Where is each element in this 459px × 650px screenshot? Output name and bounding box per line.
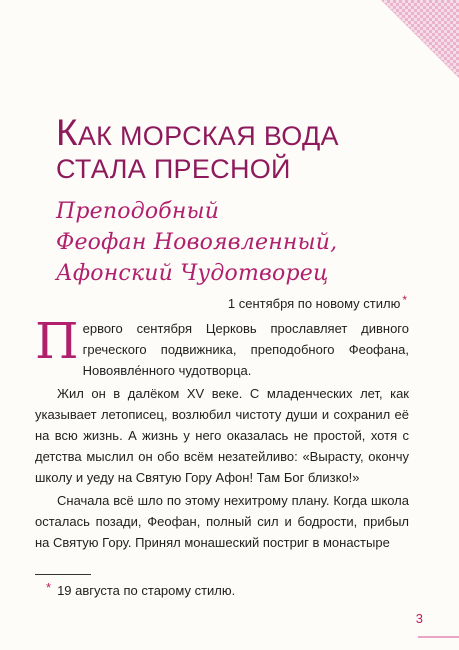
footnote-text: 19 августа по старому стилю.: [57, 583, 236, 598]
subtitle-line-2: Феофан Новоявленный,: [56, 230, 338, 255]
page-number: 3: [415, 611, 423, 626]
page-edge-line: [418, 636, 459, 638]
feast-date-text: 1 сентября по новому стилю: [227, 296, 401, 311]
footnote: [46, 580, 236, 598]
subtitle-line-1: Преподобный: [56, 199, 220, 224]
saint-name: [56, 196, 416, 289]
title-line-2: СТАЛА ПРЕСНОЙ: [56, 154, 291, 184]
footnote-asterisk: *: [46, 580, 52, 595]
subtitle-line-3: Афонский Чудотворец: [56, 261, 329, 286]
corner-ornament: [381, 0, 459, 78]
body-text: [35, 312, 409, 553]
paragraph-3: Сначала всё шло по этому нехитрому плану. Когда школа осталась позади, Феофан, полный сил и бодрости, прибыл на Святую Гору. Принял монашеский постриг в монастыре: [35, 493, 409, 550]
footnote-divider: [35, 574, 91, 575]
title-line-1: АК МОРСКАЯ ВОДА: [77, 121, 339, 151]
paragraph-1-text: ервого сентября Церковь прославляет дивного греческого подвижника, преподобного Феофана, Новоявле́нного чудотворца.: [82, 321, 409, 378]
footnote-marker: *: [402, 293, 407, 307]
title-drop-letter: К: [56, 112, 78, 153]
feast-date: [227, 293, 407, 311]
drop-cap: П: [35, 312, 79, 370]
paragraph-1: [35, 312, 409, 381]
paragraph-2: Жил он в далёком XV веке. С младенческих лет, как указывает летописец, возлюбил чистоту души и сохранил её на всю жизнь. А жизнь у него оказалась не простой, хотя с детства мыслил он обо всём незатейливо: «Вырасту, окончу школу и уеду на Святую Гору Афон! Там Бог близко!»: [35, 386, 409, 485]
chapter-title: [56, 112, 416, 186]
